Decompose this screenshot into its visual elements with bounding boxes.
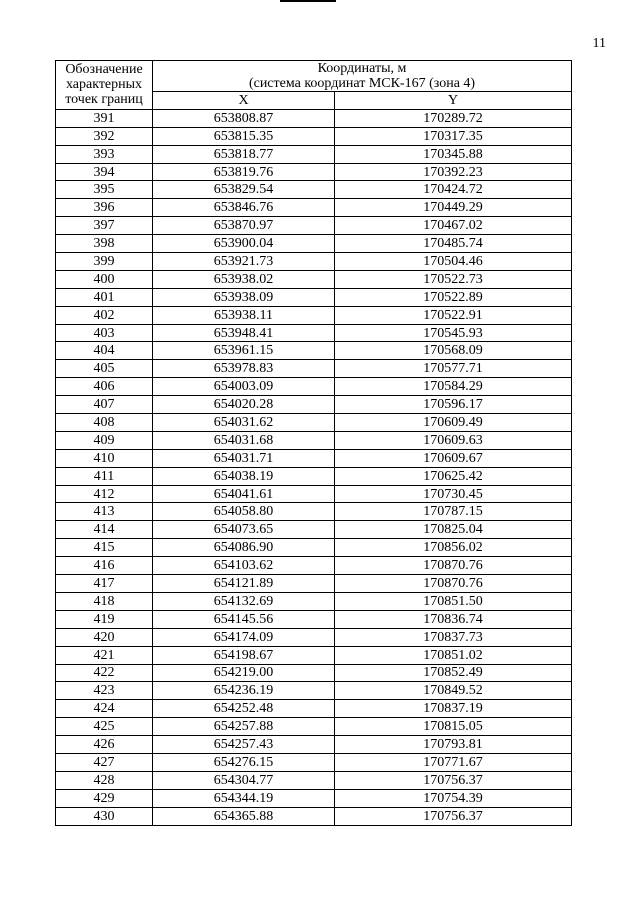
x-coordinate-cell: 654058.80: [153, 503, 335, 521]
x-coordinate-cell: 654003.09: [153, 378, 335, 396]
point-cell: 416: [56, 557, 153, 575]
y-coordinate-cell: 170609.49: [335, 414, 572, 432]
x-coordinate-cell: 653938.11: [153, 306, 335, 324]
table-row: [56, 181, 572, 199]
point-cell: 395: [56, 181, 153, 199]
point-cell: 430: [56, 807, 153, 825]
x-coordinate-cell: 654219.00: [153, 664, 335, 682]
x-coordinate-cell: 654132.69: [153, 592, 335, 610]
x-coordinate-cell: 654344.19: [153, 789, 335, 807]
y-coordinate-cell: 170522.91: [335, 306, 572, 324]
y-coordinate-cell: 170852.49: [335, 664, 572, 682]
y-coordinate-cell: 170609.63: [335, 431, 572, 449]
point-cell: 418: [56, 592, 153, 610]
point-cell: 407: [56, 396, 153, 414]
coordinates-system: (система координат МСК-167 (зона 4): [248, 76, 476, 91]
x-coordinate-cell: 654031.68: [153, 431, 335, 449]
point-cell: 420: [56, 628, 153, 646]
table-row: [56, 789, 572, 807]
table-row: [56, 736, 572, 754]
x-coordinate-cell: 654086.90: [153, 539, 335, 557]
point-cell: 422: [56, 664, 153, 682]
x-coordinate-cell: 653815.35: [153, 127, 335, 145]
point-cell: 403: [56, 324, 153, 342]
x-coordinate-cell: 653938.09: [153, 288, 335, 306]
x-coordinate-cell: 654103.62: [153, 557, 335, 575]
x-coordinate-cell: 654365.88: [153, 807, 335, 825]
table-row: [56, 682, 572, 700]
point-cell: 406: [56, 378, 153, 396]
table-row: [56, 557, 572, 575]
table-row: [56, 127, 572, 145]
y-coordinate-cell: 170522.73: [335, 270, 572, 288]
y-coordinate-cell: 170730.45: [335, 485, 572, 503]
x-column-header: X: [153, 92, 335, 110]
y-coordinate-cell: 170793.81: [335, 736, 572, 754]
y-coordinate-cell: 170289.72: [335, 109, 572, 127]
table-row: [56, 449, 572, 467]
point-cell: 399: [56, 253, 153, 271]
x-coordinate-cell: 654038.19: [153, 467, 335, 485]
table-row: [56, 503, 572, 521]
x-coordinate-cell: 654031.62: [153, 414, 335, 432]
table-row: [56, 396, 572, 414]
x-coordinate-cell: 654031.71: [153, 449, 335, 467]
table-row: [56, 145, 572, 163]
table-row: [56, 163, 572, 181]
table-row: [56, 700, 572, 718]
y-coordinate-cell: 170851.50: [335, 592, 572, 610]
x-coordinate-cell: 654174.09: [153, 628, 335, 646]
y-coordinate-cell: 170851.02: [335, 646, 572, 664]
y-coordinate-cell: 170787.15: [335, 503, 572, 521]
table-row: [56, 467, 572, 485]
point-cell: 411: [56, 467, 153, 485]
table-row: [56, 575, 572, 593]
x-coordinate-cell: 654276.15: [153, 753, 335, 771]
table-row: [56, 270, 572, 288]
table-row: [56, 646, 572, 664]
table-row: [56, 199, 572, 217]
y-coordinate-cell: 170849.52: [335, 682, 572, 700]
table-row: [56, 217, 572, 235]
y-coordinate-cell: 170584.29: [335, 378, 572, 396]
x-coordinate-cell: 654041.61: [153, 485, 335, 503]
x-coordinate-cell: 653808.87: [153, 109, 335, 127]
y-coordinate-cell: 170825.04: [335, 521, 572, 539]
point-cell: 396: [56, 199, 153, 217]
table-row: [56, 628, 572, 646]
point-cell: 423: [56, 682, 153, 700]
page-number: 11: [592, 36, 606, 51]
point-cell: 394: [56, 163, 153, 181]
y-coordinate-cell: 170771.67: [335, 753, 572, 771]
table-row: [56, 109, 572, 127]
x-coordinate-cell: 653900.04: [153, 235, 335, 253]
point-cell: 421: [56, 646, 153, 664]
x-coordinate-cell: 654252.48: [153, 700, 335, 718]
point-cell: 429: [56, 789, 153, 807]
point-cell: 428: [56, 771, 153, 789]
y-coordinate-cell: 170870.76: [335, 557, 572, 575]
point-cell: 412: [56, 485, 153, 503]
table-row: [56, 414, 572, 432]
y-coordinate-cell: 170577.71: [335, 360, 572, 378]
y-coordinate-cell: 170424.72: [335, 181, 572, 199]
point-header-line: точек границ: [65, 92, 143, 108]
y-coordinate-cell: 170856.02: [335, 539, 572, 557]
x-coordinate-cell: 654304.77: [153, 771, 335, 789]
table-row: [56, 306, 572, 324]
y-coordinate-cell: 170467.02: [335, 217, 572, 235]
top-rule: [280, 0, 336, 2]
x-coordinate-cell: 653921.73: [153, 253, 335, 271]
point-header-line: Обозначение: [65, 62, 143, 78]
point-cell: 402: [56, 306, 153, 324]
x-coordinate-cell: 654145.56: [153, 610, 335, 628]
x-coordinate-cell: 653829.54: [153, 181, 335, 199]
table-row: [56, 253, 572, 271]
x-coordinate-cell: 654121.89: [153, 575, 335, 593]
point-cell: 413: [56, 503, 153, 521]
y-coordinate-cell: 170568.09: [335, 342, 572, 360]
y-coordinate-cell: 170449.29: [335, 199, 572, 217]
point-cell: 425: [56, 718, 153, 736]
point-cell: 393: [56, 145, 153, 163]
table-row: [56, 718, 572, 736]
coordinates-table: [55, 60, 572, 826]
y-coordinate-cell: 170485.74: [335, 235, 572, 253]
y-coordinate-cell: 170815.05: [335, 718, 572, 736]
table-row: [56, 378, 572, 396]
x-coordinate-cell: 654257.43: [153, 736, 335, 754]
y-coordinate-cell: 170545.93: [335, 324, 572, 342]
x-coordinate-cell: 654020.28: [153, 396, 335, 414]
point-cell: 410: [56, 449, 153, 467]
table-row: [56, 592, 572, 610]
x-coordinate-cell: 653961.15: [153, 342, 335, 360]
x-coordinate-cell: 653978.83: [153, 360, 335, 378]
point-cell: 398: [56, 235, 153, 253]
point-cell: 419: [56, 610, 153, 628]
y-coordinate-cell: 170837.73: [335, 628, 572, 646]
point-cell: 391: [56, 109, 153, 127]
point-cell: 397: [56, 217, 153, 235]
point-cell: 415: [56, 539, 153, 557]
y-column-header: Y: [335, 92, 572, 110]
point-cell: 417: [56, 575, 153, 593]
table-row: [56, 342, 572, 360]
y-coordinate-cell: 170870.76: [335, 575, 572, 593]
point-column-header: [56, 61, 153, 110]
point-cell: 404: [56, 342, 153, 360]
y-coordinate-cell: 170837.19: [335, 700, 572, 718]
y-coordinate-cell: 170317.35: [335, 127, 572, 145]
point-cell: 409: [56, 431, 153, 449]
y-coordinate-cell: 170836.74: [335, 610, 572, 628]
x-coordinate-cell: 653846.76: [153, 199, 335, 217]
y-coordinate-cell: 170756.37: [335, 771, 572, 789]
table-row: [56, 771, 572, 789]
point-cell: 424: [56, 700, 153, 718]
table-row: [56, 807, 572, 825]
point-cell: 414: [56, 521, 153, 539]
table-row: [56, 431, 572, 449]
y-coordinate-cell: 170754.39: [335, 789, 572, 807]
y-coordinate-cell: 170522.89: [335, 288, 572, 306]
point-cell: 405: [56, 360, 153, 378]
table-row: [56, 485, 572, 503]
table-row: [56, 288, 572, 306]
point-cell: 426: [56, 736, 153, 754]
y-coordinate-cell: 170345.88: [335, 145, 572, 163]
y-coordinate-cell: 170392.23: [335, 163, 572, 181]
x-coordinate-cell: 654257.88: [153, 718, 335, 736]
table-row: [56, 235, 572, 253]
point-cell: 427: [56, 753, 153, 771]
x-coordinate-cell: 654073.65: [153, 521, 335, 539]
table-row: [56, 539, 572, 557]
x-coordinate-cell: 653819.76: [153, 163, 335, 181]
x-coordinate-cell: 654236.19: [153, 682, 335, 700]
table-row: [56, 360, 572, 378]
y-coordinate-cell: 170756.37: [335, 807, 572, 825]
coordinates-title: Координаты, м: [317, 61, 407, 76]
y-coordinate-cell: 170596.17: [335, 396, 572, 414]
table-row: [56, 324, 572, 342]
x-coordinate-cell: 653938.02: [153, 270, 335, 288]
point-cell: 392: [56, 127, 153, 145]
table-row: [56, 521, 572, 539]
point-cell: 401: [56, 288, 153, 306]
coordinates-header: [153, 61, 572, 92]
point-header-line: характерных: [65, 77, 143, 93]
y-coordinate-cell: 170504.46: [335, 253, 572, 271]
x-coordinate-cell: 654198.67: [153, 646, 335, 664]
point-cell: 400: [56, 270, 153, 288]
table-row: [56, 753, 572, 771]
table-body: [56, 109, 572, 825]
x-coordinate-cell: 653870.97: [153, 217, 335, 235]
y-coordinate-cell: 170625.42: [335, 467, 572, 485]
point-cell: 408: [56, 414, 153, 432]
table-row: [56, 610, 572, 628]
y-coordinate-cell: 170609.67: [335, 449, 572, 467]
table-row: [56, 664, 572, 682]
x-coordinate-cell: 653948.41: [153, 324, 335, 342]
x-coordinate-cell: 653818.77: [153, 145, 335, 163]
table-header-row: [56, 61, 572, 92]
